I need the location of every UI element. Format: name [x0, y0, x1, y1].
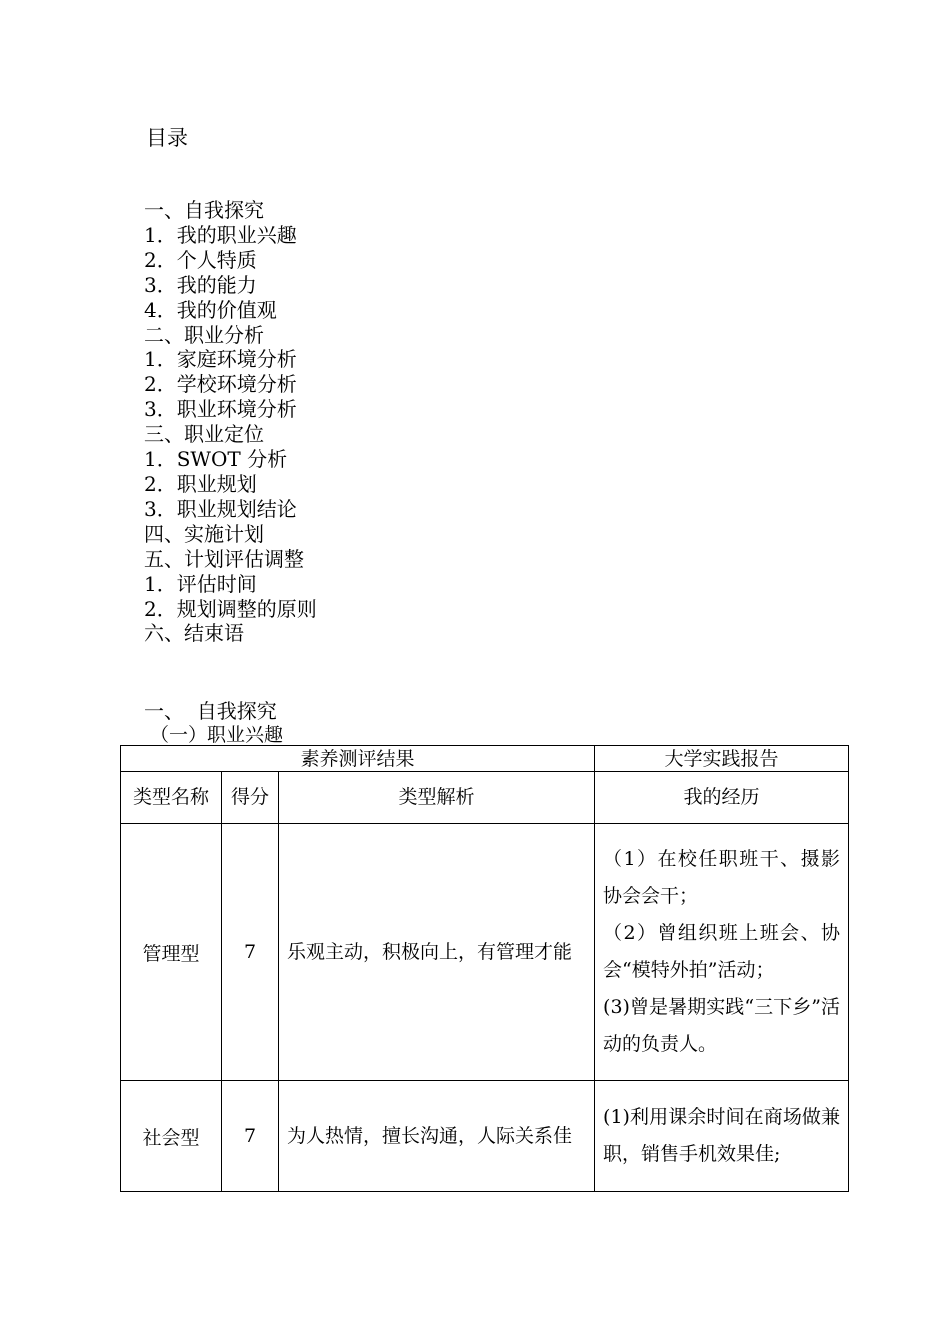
toc-item: 3．职业规划结论: [144, 496, 297, 521]
column-header-score: 得分: [222, 772, 279, 824]
score-cell: 7: [222, 824, 279, 1081]
type-cell: 社会型: [121, 1081, 222, 1192]
toc-item: 2．学校环境分析: [144, 372, 297, 397]
toc-title: 目录: [146, 126, 188, 150]
experience-item: （1）在校任职班干、摄影协会会干；: [603, 848, 841, 907]
table-row: [121, 824, 849, 1081]
toc-item: 1．我的职业兴趣: [144, 222, 297, 247]
table-column-header-row: [121, 772, 849, 824]
table-group-header-row: [121, 746, 849, 772]
toc-item: 四、实施计划: [144, 521, 264, 546]
table-row: [121, 1081, 849, 1192]
group-header-practice: 大学实践报告: [595, 746, 849, 772]
table-of-contents: [144, 198, 317, 646]
column-header-analysis: 类型解析: [279, 772, 595, 824]
group-header-assessment: 素养测评结果: [121, 746, 595, 772]
analysis-cell: 乐观主动，积极向上，有管理才能: [279, 824, 595, 1081]
toc-item: 1．家庭环境分析: [144, 347, 297, 372]
toc-item: 三、职业定位: [144, 422, 264, 447]
experience-cell: [595, 824, 849, 1081]
toc-item: 五、计划评估调整: [144, 546, 304, 571]
toc-item: 4．我的价值观: [144, 297, 277, 322]
experience-item: (3)曾是暑期实践“三下乡”活动的负责人。: [603, 996, 841, 1055]
analysis-cell: 为人热情，擅长沟通，人际关系佳: [279, 1081, 595, 1192]
section-subheading: （一）职业兴趣: [150, 724, 284, 746]
experience-item: (1)利用课余时间在商场做兼职，销售手机效果佳;: [603, 1106, 841, 1165]
toc-item: 1．评估时间: [144, 571, 257, 596]
column-header-experience: 我的经历: [595, 772, 849, 824]
toc-item: 2．职业规划: [144, 471, 257, 496]
toc-item: 3．职业环境分析: [144, 397, 297, 422]
score-cell: 7: [222, 1081, 279, 1192]
toc-item: 2．规划调整的原则: [144, 596, 317, 621]
toc-item: 3．我的能力: [144, 272, 257, 297]
toc-item: 2．个人特质: [144, 247, 257, 272]
section-heading: 一、 自我探究: [144, 699, 277, 723]
toc-item: 二、职业分析: [144, 322, 264, 347]
toc-item: 一、自我探究: [144, 198, 264, 222]
experience-item: （2）曾组织班上班会、协会“模特外拍”活动；: [603, 922, 841, 981]
career-interest-table: [120, 745, 849, 1192]
experience-cell: [595, 1081, 849, 1192]
toc-item: 1．SWOT 分析: [144, 447, 288, 472]
column-header-type: 类型名称: [121, 772, 222, 824]
type-cell: 管理型: [121, 824, 222, 1081]
toc-item: 六、结束语: [144, 621, 244, 646]
